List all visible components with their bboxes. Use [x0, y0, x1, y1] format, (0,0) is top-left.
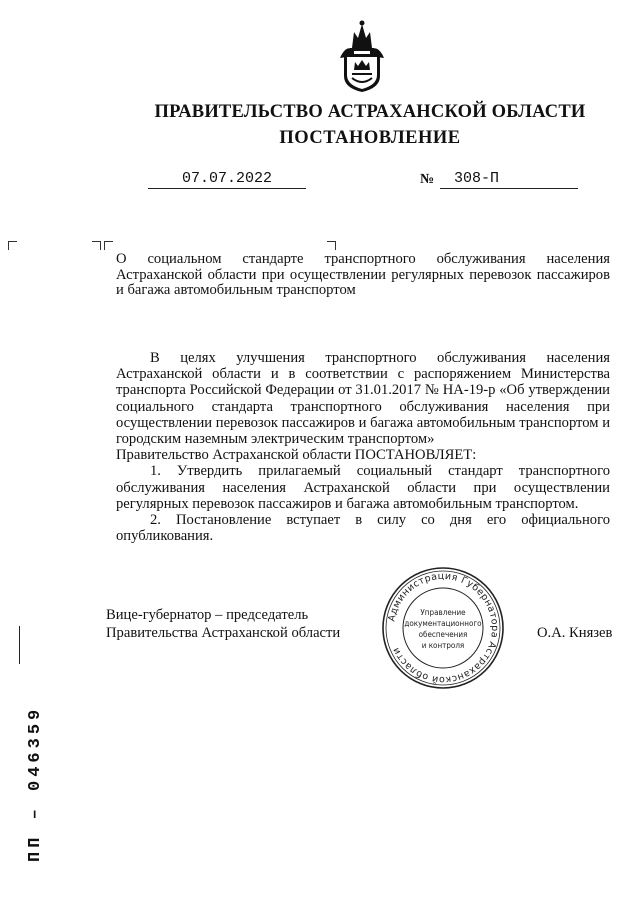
- document-subject: О социальном стандарте транспортного обслуживания населения Астраханской области при осуществлении регулярных перевозок пассажиров и багажа автомобильным транспортом: [116, 251, 610, 298]
- margin-tick: [19, 626, 20, 664]
- item-1-paragraph: 1. Утвердить прилагаемый социальный стандарт транспортного обслуживания населения Астраханской области при осуществлении регулярных перевозок пассажиров и багажа автомобильным транспортом.: [116, 463, 610, 512]
- corner-mark: [8, 241, 17, 250]
- corner-mark: [327, 241, 336, 250]
- resolves-line: Правительство Астраханской области ПОСТАНОВЛЯЕТ:: [116, 447, 477, 464]
- official-stamp: [381, 566, 505, 690]
- stamp-center-line: и контроля: [421, 641, 465, 650]
- form-serial-number: ПП – 046359: [26, 705, 45, 862]
- document-body: [116, 350, 610, 544]
- government-name: ПРАВИТЕЛЬСТВО АСТРАХАНСКОЙ ОБЛАСТИ: [154, 102, 586, 122]
- signer-position-line-2: Правительства Астраханской области: [106, 625, 341, 641]
- stamp-center-line: обеспечения: [418, 630, 468, 639]
- preamble-paragraph: В целях улучшения транспортного обслуживания населения Астраханской области и в соответствии с распоряжением Министерства транспорта Российской Федерации от 31.01.2017 № НА-19-р «Об утверждении социального стандарта транспортного обслуживания населения при осуществлении перевозок пассажиров и багажа автомобильным транспортом и городским наземным электрическим транспортом»: [116, 350, 610, 448]
- signer-position-line-1: Вице-губернатор – председатель: [106, 607, 309, 623]
- document-type: ПОСТАНОВЛЕНИЕ: [279, 128, 461, 148]
- corner-mark: [104, 241, 113, 250]
- document-number: 308-П: [440, 170, 578, 189]
- stamp-ring-text: Администрация Губернатора Астраханской области: [386, 570, 501, 686]
- signer-position: [106, 606, 340, 642]
- number-label: №: [420, 172, 435, 187]
- stamp-center-line: документационного: [404, 619, 482, 628]
- item-2-paragraph: 2. Постановление вступает в силу со дня его официального опубликования.: [116, 512, 610, 545]
- signer-name: О.А. Князев: [537, 625, 613, 641]
- coat-of-arms-emblem: [336, 18, 388, 94]
- stamp-center-line: Управление: [420, 608, 466, 617]
- corner-mark: [92, 241, 101, 250]
- document-date: 07.07.2022: [148, 170, 306, 189]
